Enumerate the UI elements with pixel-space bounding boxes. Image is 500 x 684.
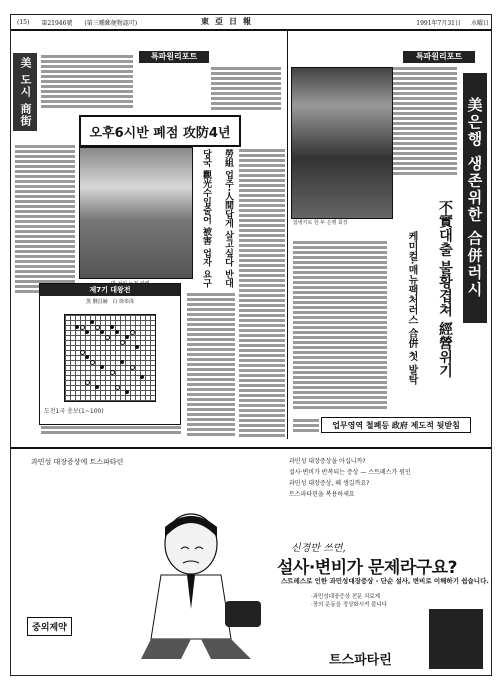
ad-qa-block (289, 457, 485, 501)
ad-top-logo: 과민성 대장증상에 트스파타린 (31, 458, 124, 466)
newspaper-page (10, 14, 492, 676)
ad-qa-line: 설사·변비가 반복되는 증상 — 스트레스가 원인 (289, 469, 411, 476)
left-headline: 오후6시반 폐점 攻防4년 (79, 115, 241, 147)
issue-weekday: 水曜日 (470, 20, 489, 27)
left-vertical-head-1: 당국 觀光수입줄어 被害 업자 요구 (201, 149, 211, 288)
page-number: (15) (17, 18, 30, 26)
right-article-text-foot (293, 419, 319, 437)
left-article-text-col3 (239, 149, 285, 439)
right-section-banner: 특파원리포트 (403, 51, 475, 63)
right-photo-caption: 합병키로 한 두 은행 회장 (293, 220, 348, 226)
editorial-section (11, 31, 491, 439)
baduk-board (64, 314, 156, 402)
masthead (11, 15, 491, 31)
left-article-text-col1 (15, 145, 75, 295)
ad-bullet: ·장의 운동을 정상화시켜 줍니다 (311, 602, 388, 608)
newspaper-title: 東亞日報 (201, 16, 257, 26)
left-section-banner: 특파원리포트 (139, 51, 209, 63)
right-sub-headline-2: 케미컬·매뉴팩처러스 合倂 첫 발탁 (406, 231, 417, 385)
white-player: 白 徐奉洙 (112, 299, 134, 305)
advertisement (11, 447, 491, 677)
right-bottom-headline: 업무영역 철폐등 政府 제도적 뒷받침 (321, 417, 471, 433)
baduk-caption: 도전1국 총보(1~100) (44, 408, 104, 415)
left-article-text-top (41, 55, 133, 111)
ad-tagline: 신경만 쓰면, (291, 543, 346, 554)
black-player: 黑 劉昌赫 (86, 299, 108, 305)
ad-subline: 스트레스로 인한 과민성대장증상 - 단순 설사, 변비로 이해하기 쉽습니다. (281, 577, 489, 585)
column-divider (287, 31, 288, 439)
right-article-text-col1 (293, 241, 387, 411)
left-article-text-top2 (211, 67, 281, 113)
baduk-commentary (41, 426, 181, 440)
left-sidebar-title: 美 도시 商街 (13, 53, 37, 131)
right-article-text-top (393, 67, 457, 177)
ad-qa-line: 트스파타린을 복용하세요 (289, 491, 355, 498)
ad-brand-name: 트스파타린 (329, 653, 392, 668)
bank-executives-photo (291, 67, 393, 219)
ad-headline: 설사·변비가 문제라구요? (277, 558, 457, 578)
left-article-text-col2 (187, 293, 235, 439)
ad-qa-line: 과민성 대장증상을 아십니까? (289, 458, 366, 465)
ad-product-package (429, 609, 483, 669)
street-cafe-photo (79, 147, 193, 279)
right-sub-headline: 不實대출 불황겹쳐 經營위기 (437, 200, 453, 378)
ad-qa-line: 과민성 대장증상, 왜 생길까요? (289, 480, 370, 487)
ad-maker-logo: 중외제약 (27, 617, 72, 636)
issue-number: 第21946號 (41, 19, 73, 27)
left-vertical-head-2: 勞組 업주·人間답게 살고싶다 반대 (223, 149, 233, 288)
ad-bullets (311, 593, 387, 609)
issue-date: 1991年7月31日 (416, 20, 461, 27)
right-main-headline: 美은행 생존위한 合併러시 (463, 73, 487, 323)
baduk-players (44, 298, 176, 305)
baduk-title: 제7기 대왕전 (40, 284, 180, 296)
ad-bullet: ·과민성대장증상 전문 치료제 (311, 594, 381, 600)
postal-stamp: (第三種郵便物認可) (84, 19, 138, 27)
baduk-column (39, 283, 181, 425)
ad-illustration (121, 509, 271, 669)
